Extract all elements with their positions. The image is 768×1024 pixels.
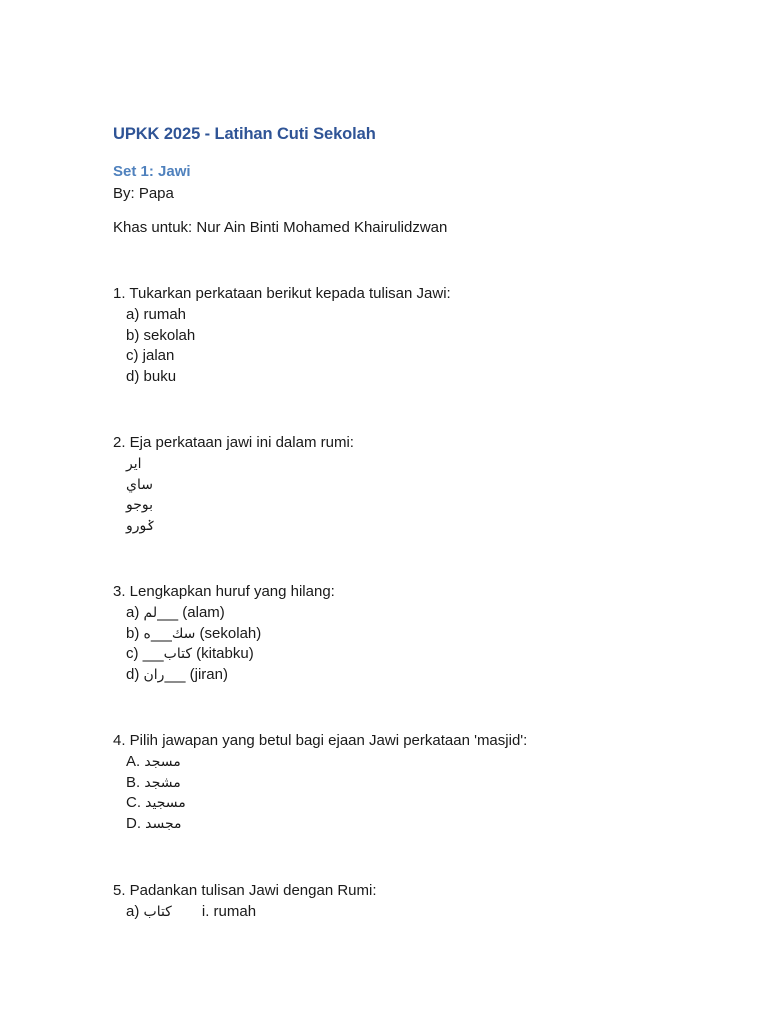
item-rumi: (alam) bbox=[178, 604, 225, 621]
jawi-option: مشجد bbox=[144, 774, 181, 791]
question-text: 4. Pilih jawapan yang betul bagi ejaan Jawi perkataan 'masjid': bbox=[113, 732, 528, 749]
answer-item bbox=[113, 624, 335, 645]
option-item bbox=[113, 752, 527, 773]
question-text: 3. Lengkapkan huruf yang hilang: bbox=[113, 583, 335, 600]
question-3 bbox=[113, 582, 335, 686]
answer-item: a) rumah bbox=[126, 306, 187, 323]
option-letter: A. bbox=[126, 753, 145, 770]
dedication-line: Khas untuk: Nur Ain Binti Mohamed Khairulidzwan bbox=[113, 219, 448, 236]
option-letter: B. bbox=[126, 773, 145, 791]
jawi-word: ساي bbox=[126, 476, 153, 493]
question-2 bbox=[113, 433, 354, 537]
jawi-word: اير bbox=[126, 456, 142, 472]
jawi-fragment: كتاب___ bbox=[142, 646, 193, 663]
option-letter: C. bbox=[126, 794, 146, 812]
item-prefix: d) bbox=[126, 666, 144, 684]
item-rumi: (jiran) bbox=[185, 666, 228, 684]
item-prefix: c) bbox=[126, 645, 143, 663]
item-prefix: a) bbox=[126, 903, 144, 920]
match-row bbox=[113, 902, 377, 923]
answer-item bbox=[113, 644, 335, 665]
jawi-fragment: ___ران bbox=[143, 667, 186, 684]
option-letter: D. bbox=[126, 815, 146, 833]
author-line: By: Papa bbox=[113, 185, 174, 202]
option-item bbox=[113, 814, 527, 835]
item-prefix: b) bbox=[126, 624, 144, 642]
rumi-match: i. rumah bbox=[201, 903, 257, 920]
jawi-word: ݢورو bbox=[126, 518, 155, 535]
question-5 bbox=[113, 881, 377, 923]
answer-item bbox=[113, 603, 335, 624]
jawi-fragment: ___لم bbox=[143, 605, 179, 621]
jawi-option: مجسد bbox=[145, 816, 182, 833]
question-text: 1. Tukarkan perkataan berikut kepada tulisan Jawi: bbox=[113, 285, 451, 302]
jawi-option: مسجيد bbox=[145, 795, 186, 812]
jawi-word: كتاب bbox=[143, 904, 172, 920]
option-item bbox=[113, 773, 527, 794]
answer-item: c) jalan bbox=[126, 347, 175, 365]
jawi-fragment: سك___ه bbox=[143, 625, 196, 642]
question-4 bbox=[113, 731, 527, 835]
document-title: UPKK 2025 - Latihan Cuti Sekolah bbox=[113, 125, 376, 143]
jawi-option: مسجد bbox=[144, 754, 181, 770]
question-text: 5. Padankan tulisan Jawi dengan Rumi: bbox=[113, 882, 377, 899]
item-rumi: (kitabku) bbox=[192, 645, 254, 663]
item-rumi: (sekolah) bbox=[195, 624, 262, 642]
jawi-word: بوجو bbox=[126, 497, 154, 514]
answer-item: d) buku bbox=[126, 368, 177, 386]
answer-item bbox=[113, 665, 335, 686]
question-1 bbox=[113, 284, 451, 388]
document-subtitle: Set 1: Jawi bbox=[113, 163, 191, 180]
question-text: 2. Eja perkataan jawi ini dalam rumi: bbox=[113, 434, 354, 451]
item-prefix: a) bbox=[126, 604, 144, 621]
answer-item: b) sekolah bbox=[126, 326, 196, 344]
option-item bbox=[113, 793, 527, 814]
